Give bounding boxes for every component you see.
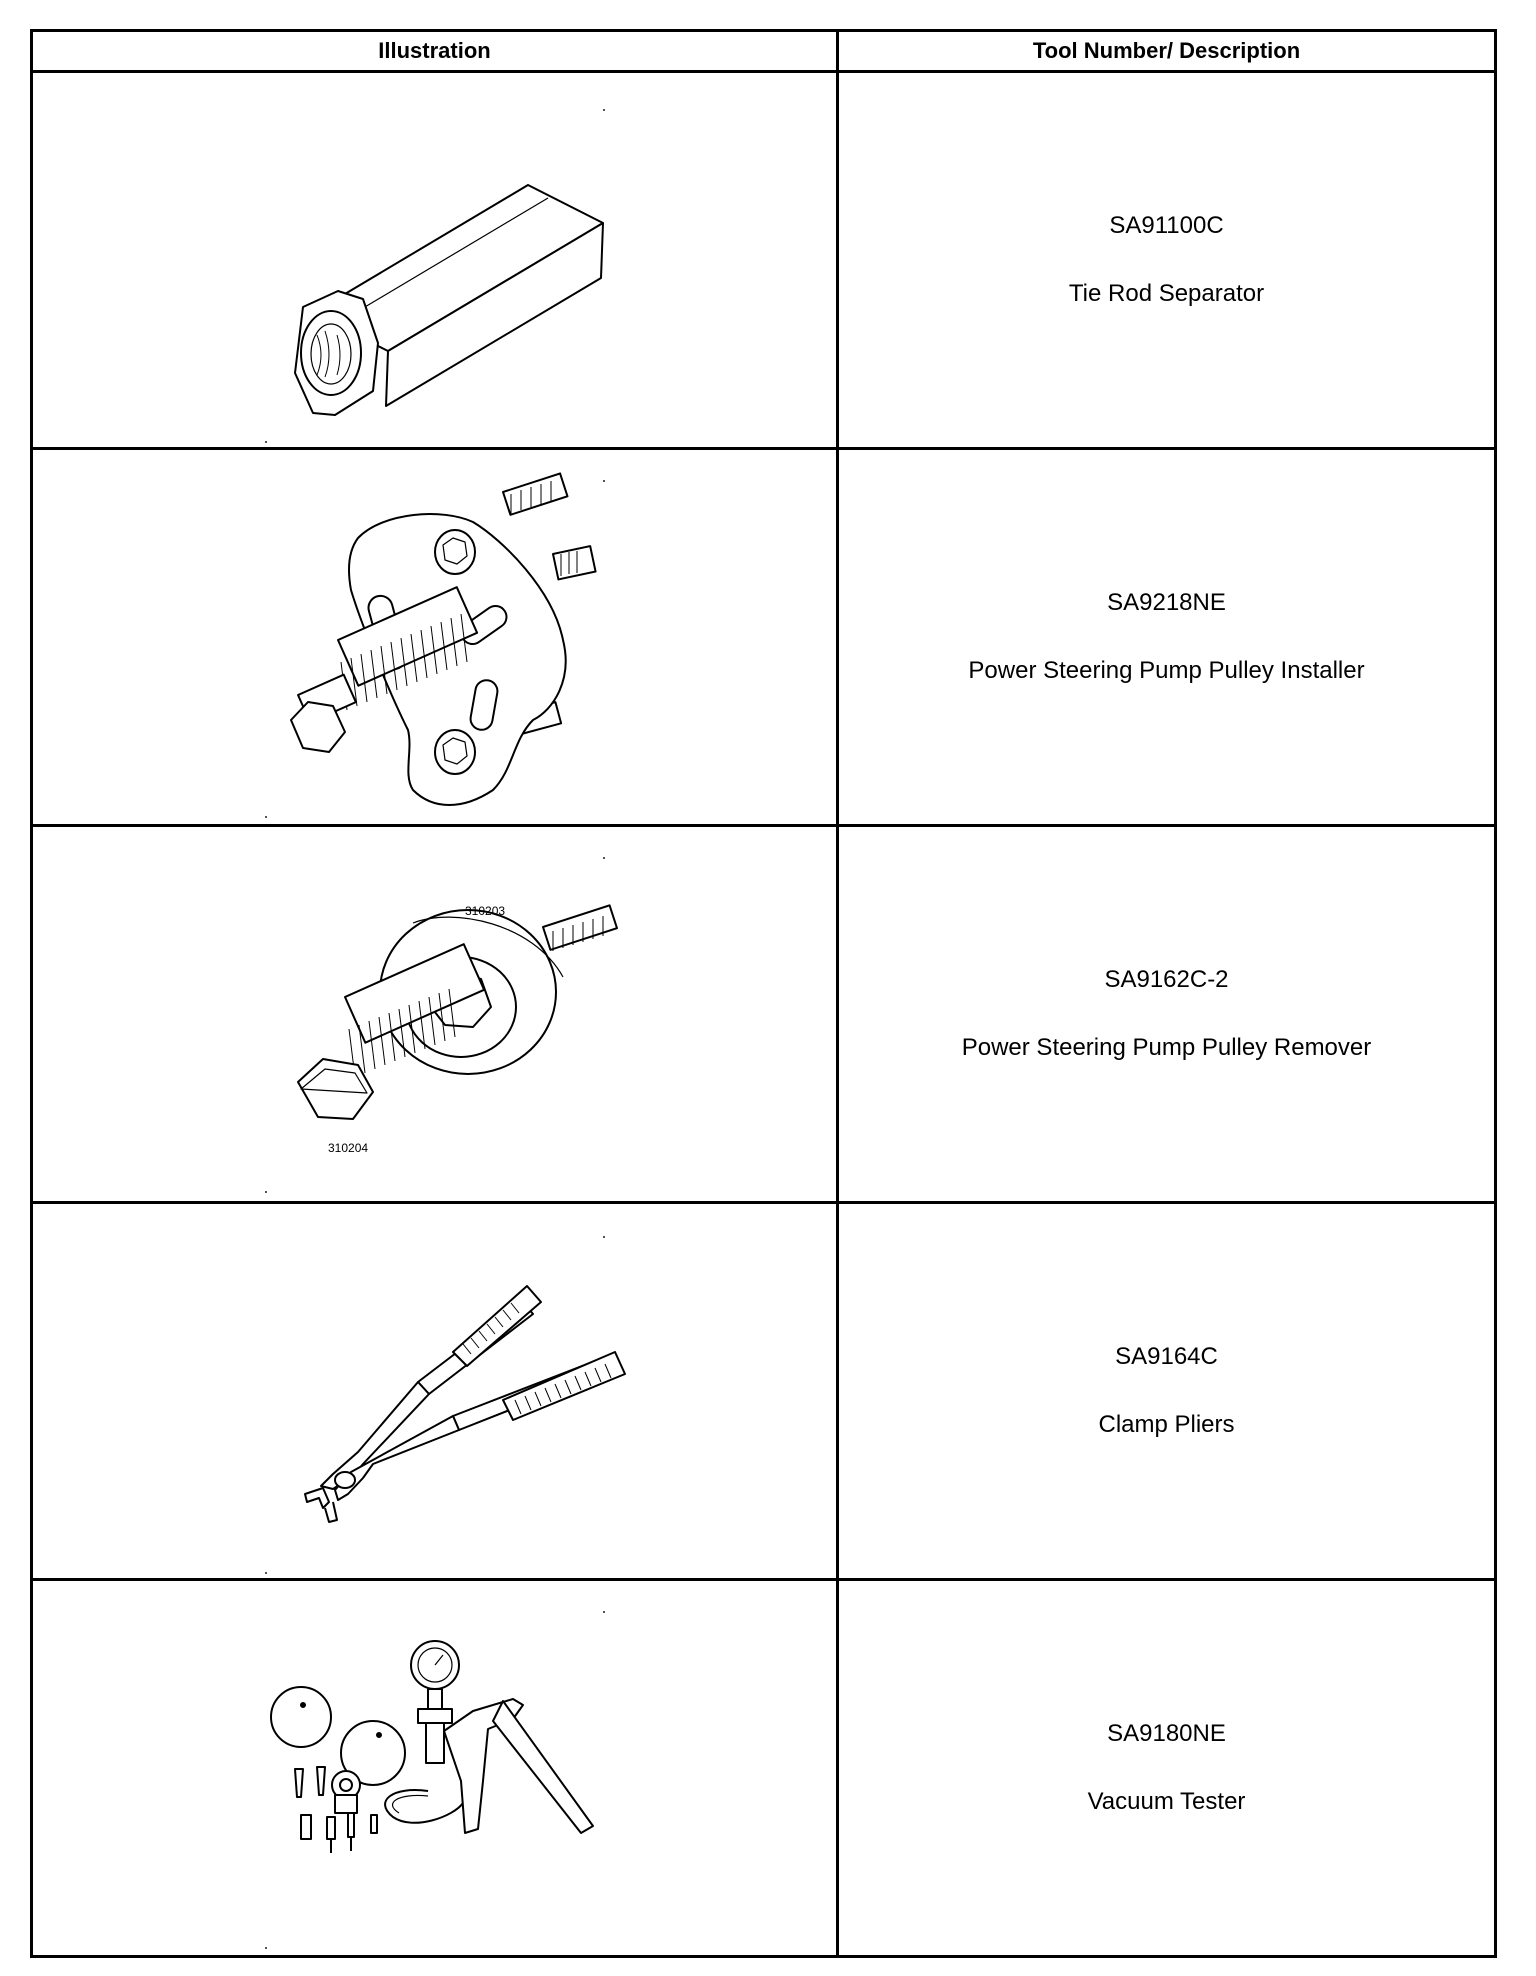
header-tool-description: Tool Number/ Description — [838, 31, 1496, 72]
tool-table — [30, 29, 1497, 1958]
illustration-cell — [32, 1203, 838, 1580]
callout-label: 310203 — [465, 904, 506, 918]
illustration-cell — [32, 826, 838, 1203]
header-illustration: Illustration — [32, 31, 838, 72]
pulley-installer-icon — [33, 450, 839, 824]
illustration-cell — [32, 72, 838, 449]
description-cell — [838, 449, 1496, 826]
vacuum-tester-icon — [33, 1581, 839, 1955]
description-cell — [838, 1203, 1496, 1580]
table-row — [32, 826, 1496, 1203]
callout-label: 310204 — [328, 1141, 369, 1155]
pulley-remover-icon — [33, 827, 839, 1201]
tool-description: Clamp Pliers — [1098, 1411, 1235, 1438]
tool-description: Vacuum Tester — [1087, 1788, 1246, 1815]
illustration-cell — [32, 1580, 838, 1957]
tool-number: SA91100C — [1109, 212, 1224, 239]
tool-number: SA9180NE — [1107, 1720, 1226, 1747]
clamp-pliers-icon — [33, 1204, 839, 1578]
table-row — [32, 1203, 1496, 1580]
tool-number: SA9162C-2 — [1104, 966, 1229, 993]
description-cell — [838, 72, 1496, 449]
tool-description: Power Steering Pump Pulley Remover — [961, 1034, 1372, 1061]
description-cell — [838, 1580, 1496, 1957]
table-row — [32, 72, 1496, 449]
header-row — [32, 31, 1496, 72]
tool-description: Power Steering Pump Pulley Installer — [968, 657, 1365, 684]
hex-coupler-icon — [33, 73, 839, 447]
tool-number: SA9164C — [1115, 1343, 1218, 1370]
description-cell — [838, 826, 1496, 1203]
tool-description: Tie Rod Separator — [1068, 280, 1265, 307]
illustration-cell — [32, 449, 838, 826]
table-row — [32, 449, 1496, 826]
tool-number: SA9218NE — [1107, 589, 1226, 616]
table-row — [32, 1580, 1496, 1957]
